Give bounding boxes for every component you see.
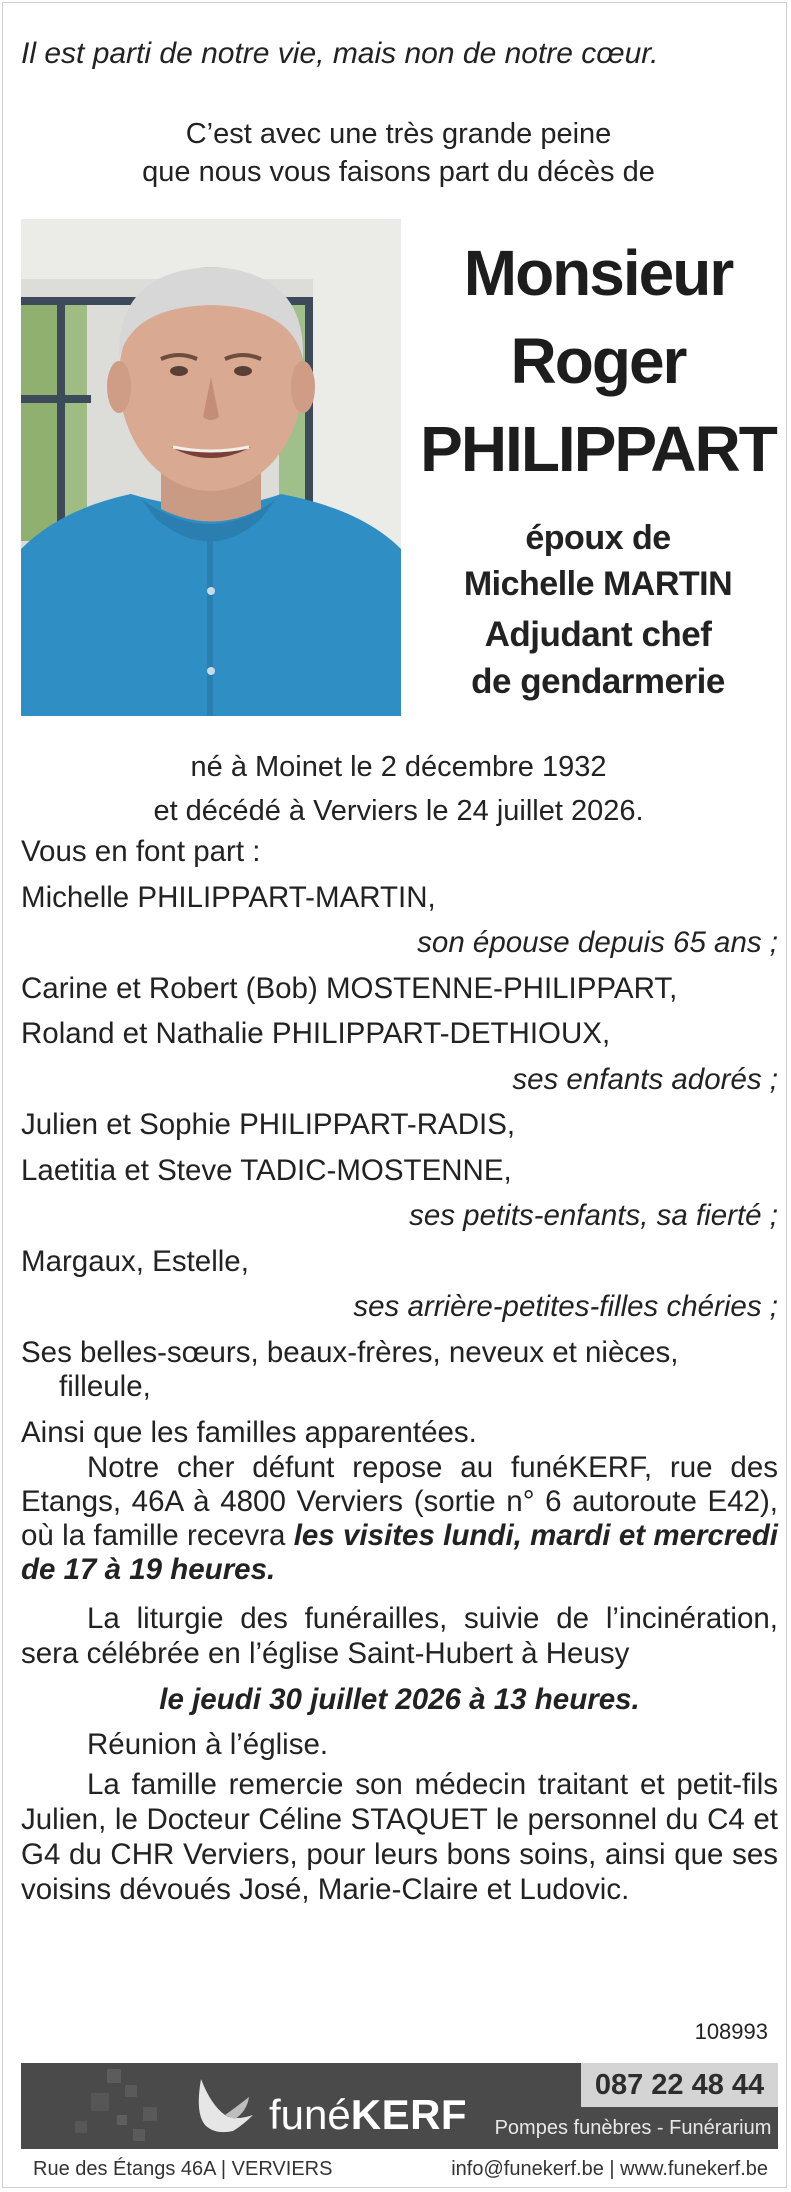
footer-contact xyxy=(21,2151,778,2187)
birth-line: né à Moinet le 2 décembre 1932 xyxy=(190,751,607,783)
intro-quote: Il est parti de notre vie, mais non de notre cœur. xyxy=(21,37,659,70)
lead-line-2: que nous vous faisons part du décès de xyxy=(142,156,655,188)
funeral-home-banner xyxy=(21,2063,778,2149)
family-relation: ses arrière-petites-filles chéries ; xyxy=(353,1290,778,1323)
deceased-name xyxy=(413,229,783,493)
dove-icon xyxy=(191,2075,261,2139)
rank-line-2: de gendarmerie xyxy=(471,662,725,701)
family-line: Julien et Sophie PHILIPPART-RADIS, xyxy=(21,1108,516,1141)
birth-death-dates xyxy=(3,745,791,833)
rank-info xyxy=(413,611,783,705)
family-relation: ses enfants adorés ; xyxy=(512,1062,778,1096)
family-line: filleule, xyxy=(59,1369,151,1403)
family-line: Ainsi que les familles apparentées. xyxy=(21,1415,477,1449)
visiting-hours: les visites lundi, mardi et mercredi de 17 à 19 heures. xyxy=(21,1519,778,1586)
spouse-line-2: Michelle MARTIN xyxy=(463,565,733,603)
footer-address: Rue des Étangs 46A | VERVIERS xyxy=(33,2158,333,2180)
family-line: Michelle PHILIPPART-MARTIN, xyxy=(21,880,436,914)
repose-text: Notre cher défunt repose au funéKERF, rue des Etangs, 46A à 4800 Verviers (sortie n° 6 autoroute E42), où la famille recevra xyxy=(21,1451,778,1552)
obituary-body xyxy=(21,829,778,1907)
family-line: Laetitia et Steve TADIC-MOSTENNE, xyxy=(21,1153,512,1187)
family-line: Margaux, Estelle, xyxy=(21,1244,249,1278)
name-title: Monsieur xyxy=(463,237,733,309)
brand-bold: KERF xyxy=(350,2091,468,2138)
name-last: PHILIPPART xyxy=(420,413,776,485)
family-relation: ses petits-enfants, sa fierté ; xyxy=(409,1199,778,1232)
rank-line-1: Adjudant chef xyxy=(484,615,712,654)
family-line: Ses belles-sœurs, beaux-frères, neveux et nièces, xyxy=(21,1335,679,1369)
funeral-date: le jeudi 30 juillet 2026 à 13 heures. xyxy=(159,1683,640,1716)
portrait-photo xyxy=(21,219,401,716)
name-first: Roger xyxy=(510,325,686,397)
family-line: Carine et Robert (Bob) MOSTENNE-PHILIPPART, xyxy=(21,971,678,1005)
brand-light: funé xyxy=(269,2091,351,2138)
brand-logo xyxy=(269,2085,467,2145)
footer-links[interactable]: info@funekerf.be | www.funekerf.be xyxy=(451,2158,768,2180)
reunion-note: Réunion à l’église. xyxy=(87,1727,329,1761)
family-relation: son épouse depuis 65 ans ; xyxy=(417,926,778,959)
death-line: et décédé à Verviers le 24 juillet 2026. xyxy=(153,795,644,827)
repose-paragraph xyxy=(21,1451,778,1587)
family-intro: Vous en font part : xyxy=(21,835,261,868)
spouse-line-1: époux de xyxy=(525,519,671,557)
family-line: Roland et Nathalie PHILIPPART-DETHIOUX, xyxy=(21,1017,611,1050)
tagline: Pompes funèbres - Funérarium xyxy=(494,2117,772,2139)
obituary-frame xyxy=(2,2,787,2188)
liturgy-paragraph: La liturgie des funérailles, suivie de l’incinération, sera célébrée en l’église Saint-Hubert à Heusy xyxy=(21,1602,778,1670)
phone-number[interactable]: 087 22 48 44 xyxy=(581,2063,778,2107)
thanks-paragraph: La famille remercie son médecin traitant et petit-fils Julien, le Docteur Céline STAQUET le personnel du C4 et G4 du CHR Verviers, pour leurs bons soins, ainsi que ses voisins dévoués José, Marie-Claire et Ludovic. xyxy=(21,1767,778,1906)
reference-number: 108993 xyxy=(694,2019,768,2044)
spouse-info xyxy=(413,515,783,607)
announcement-lead xyxy=(3,115,791,191)
lead-line-1: C’est avec une très grande peine xyxy=(185,118,612,150)
